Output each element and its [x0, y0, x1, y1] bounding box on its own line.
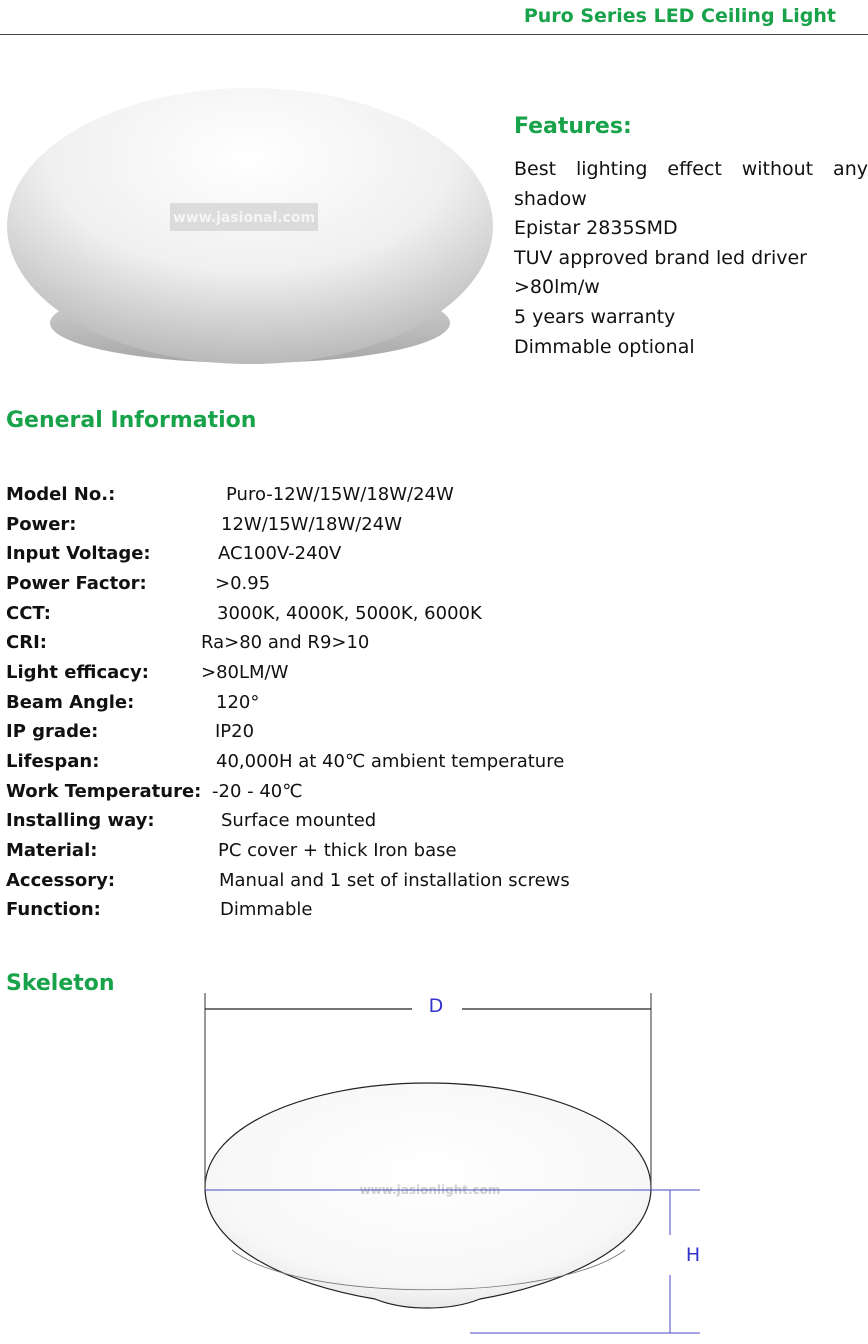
spec-label: CCT:	[6, 603, 51, 624]
dim-h-label: H	[685, 1244, 701, 1266]
spec-value: -20 - 40℃	[212, 781, 303, 802]
general-info-heading: General Information	[6, 408, 257, 433]
spec-row	[0, 510, 868, 540]
spec-value: 120°	[216, 692, 260, 713]
spec-row	[0, 599, 868, 629]
spec-value: Manual and 1 set of installation screws	[219, 870, 570, 891]
spec-label: Input Voltage:	[6, 543, 151, 564]
spec-label: Model No.:	[6, 484, 116, 505]
spec-row	[0, 747, 868, 777]
spec-label: Function:	[6, 899, 101, 920]
feature-item: 5 years warranty	[514, 305, 676, 328]
feature-item: Dimmable optional	[514, 335, 695, 358]
spec-row	[0, 688, 868, 718]
skeleton-watermark: www.jasionlight.com	[359, 1183, 501, 1197]
spec-label: Work Temperature:	[6, 781, 202, 802]
features-heading: Features:	[514, 114, 632, 139]
spec-label: Material:	[6, 840, 98, 861]
product-photo	[0, 78, 500, 378]
spec-label: Accessory:	[6, 870, 116, 891]
spec-row	[0, 777, 868, 807]
spec-row	[0, 480, 868, 510]
spec-label: Installing way:	[6, 810, 155, 831]
spec-row	[0, 836, 868, 866]
spec-value: Puro-12W/15W/18W/24W	[226, 484, 454, 505]
spec-value: 40,000H at 40℃ ambient temperature	[216, 751, 565, 772]
header-title: Puro Series LED Ceiling Light	[523, 5, 836, 27]
spec-value: >0.95	[215, 573, 271, 594]
spec-value: Surface mounted	[221, 810, 377, 831]
spec-value: 3000K, 4000K, 5000K, 6000K	[217, 603, 482, 624]
spec-value: Dimmable	[220, 899, 313, 920]
spec-value: 12W/15W/18W/24W	[221, 514, 403, 535]
spec-label: Lifespan:	[6, 751, 100, 772]
header-divider	[0, 34, 868, 35]
spec-value: Ra>80 and R9>10	[201, 632, 370, 653]
feature-item: >80lm/w	[514, 276, 600, 299]
feature-item: TUV approved brand led driver	[514, 246, 807, 269]
spec-row	[0, 895, 868, 925]
spec-label: Light efficacy:	[6, 662, 149, 683]
spec-value: PC cover + thick Iron base	[218, 840, 457, 861]
spec-row	[0, 806, 868, 836]
spec-row	[0, 628, 868, 658]
dim-d-label: D	[428, 995, 444, 1017]
features-list	[514, 155, 868, 362]
spec-row	[0, 866, 868, 896]
spec-label: Power:	[6, 514, 77, 535]
spec-label: IP grade:	[6, 721, 99, 742]
spec-label: Power Factor:	[6, 573, 147, 594]
feature-item: Best lighting effect without any shadow	[514, 158, 868, 210]
spec-row	[0, 569, 868, 599]
spec-row	[0, 658, 868, 688]
spec-value: AC100V-240V	[218, 543, 342, 564]
feature-item: Epistar 2835SMD	[514, 217, 678, 240]
spec-label: Beam Angle:	[6, 692, 135, 713]
spec-value: IP20	[215, 721, 255, 742]
product-watermark: www.jasional.com	[172, 210, 316, 226]
skeleton-drawing	[150, 985, 868, 1344]
spec-row	[0, 717, 868, 747]
spec-row	[0, 539, 868, 569]
spec-label: CRI:	[6, 632, 47, 653]
spec-value: >80LM/W	[201, 662, 289, 683]
skeleton-heading: Skeleton	[6, 971, 115, 996]
